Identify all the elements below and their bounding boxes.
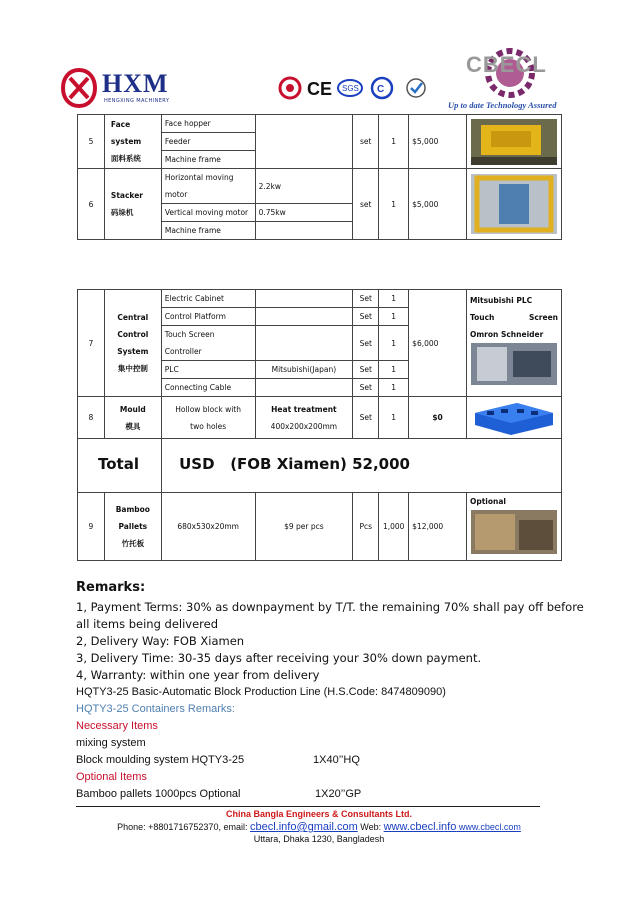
necessary-item: mixing system xyxy=(76,737,146,749)
svg-text:SGS: SGS xyxy=(342,84,359,93)
item-name-cell xyxy=(104,115,161,169)
item-name-chinese: 竹托板 xyxy=(121,539,145,548)
row-number: 5 xyxy=(78,115,105,169)
row-number: 7 xyxy=(78,290,105,397)
bamboo-pallets-photo-icon xyxy=(471,510,557,554)
footer-email-link[interactable]: cbecl.info@gmail.com xyxy=(249,821,358,833)
hs-code-line: HQTY3-25 Basic-Automatic Block Production Line (H.S.Code: 8474809090) xyxy=(76,686,446,698)
spec-cell xyxy=(255,115,353,169)
iso-cert-icon xyxy=(402,76,430,102)
part-cell: Control Platform xyxy=(161,308,255,326)
spec-cell: Mitsubishi(Japan) xyxy=(255,361,353,379)
svg-text:CE: CE xyxy=(307,79,333,99)
part-line: two holes xyxy=(190,421,227,431)
spec-cell xyxy=(255,290,353,308)
item-name: System xyxy=(117,347,149,356)
spec-line: 400x200x200mm xyxy=(270,421,338,431)
note-word: Touch xyxy=(469,313,495,322)
item-name-cell xyxy=(104,169,161,240)
row-number: 8 xyxy=(78,397,105,439)
spec-cell: 2.2kw xyxy=(255,169,353,204)
containers-title: HQTY3-25 Containers Remarks: xyxy=(76,703,235,715)
footer-address: Uttara, Dhaka 1230, Bangladesh xyxy=(253,834,385,844)
hxm-emblem-icon xyxy=(60,68,98,108)
item-name-chinese: 集中控制 xyxy=(117,364,148,373)
quality-cert-icon xyxy=(368,76,396,102)
cbecl-tagline: Up to date Technology Assured xyxy=(448,100,557,110)
control-cabinet-photo-icon xyxy=(471,343,557,385)
total-value-cell xyxy=(161,439,561,493)
item-name-cell xyxy=(104,290,161,397)
total-value: USD (FOB Xiamen) 52,000 xyxy=(179,455,410,473)
unit-cell: Pcs xyxy=(353,493,379,561)
necessary-item: Block moulding system HQTY3-25 xyxy=(76,754,245,766)
unit-cell: set xyxy=(353,115,379,169)
item-name: Pallets xyxy=(118,522,148,531)
face-system-photo-icon xyxy=(471,119,557,165)
certification-logos xyxy=(276,76,442,104)
cbecl-brand-name: CBECL xyxy=(466,52,547,77)
part-cell: Vertical moving motor xyxy=(161,204,255,222)
item-name: Bamboo xyxy=(115,505,150,514)
note-word: Screen xyxy=(528,313,558,322)
ccc-cert-icon xyxy=(276,76,304,102)
part-cell: 680x530x20mm xyxy=(161,493,255,561)
part-cell: PLC xyxy=(161,361,255,379)
quotation-table-1 xyxy=(77,114,562,240)
part-cell xyxy=(161,397,255,439)
necessary-item-qty: 1X40’’HQ xyxy=(313,754,360,766)
note-line: Mitsubishi PLC xyxy=(469,296,533,305)
footer-web-link[interactable]: www.cbecl.info xyxy=(383,821,457,833)
part-line: Hollow block with xyxy=(175,404,241,414)
qty-cell: 1 xyxy=(379,379,409,397)
spec-cell xyxy=(255,379,353,397)
item-name: Control xyxy=(117,330,149,339)
spec-cell xyxy=(255,326,353,361)
part-cell: Machine frame xyxy=(161,222,255,240)
qty-cell: 1 xyxy=(379,326,409,361)
table-row xyxy=(78,397,562,439)
note-photo-cell xyxy=(466,290,561,397)
footer-web-link-2[interactable]: www.cbecl.com xyxy=(456,822,521,832)
note-line: Omron Schneider xyxy=(469,330,544,339)
item-name-cell xyxy=(104,493,161,561)
footer-contact xyxy=(0,821,638,833)
mould-photo-icon xyxy=(471,399,557,437)
part-cell: Electric Cabinet xyxy=(161,290,255,308)
cbecl-logo xyxy=(448,46,568,114)
unit-cell: Set xyxy=(353,290,379,308)
unit-cell: Set xyxy=(353,308,379,326)
unit-cell: Set xyxy=(353,361,379,379)
item-name-chinese: 码垛机 xyxy=(110,208,134,217)
optional-item: Bamboo pallets 1000pcs Optional xyxy=(76,788,241,800)
qty-cell: 1 xyxy=(379,361,409,379)
qty-cell: 1 xyxy=(379,169,409,240)
hxm-logo xyxy=(60,68,182,112)
price-cell: $6,000 xyxy=(409,290,467,397)
stacker-photo-icon xyxy=(471,174,557,234)
part-cell: Touch Screen Controller xyxy=(161,326,255,361)
price-cell: $12,000 xyxy=(409,493,467,561)
remarks-line: 3, Delivery Time: 30-35 days after receiving your 30% down payment. xyxy=(76,651,482,665)
item-name-cell xyxy=(104,397,161,439)
part-cell: Feeder xyxy=(161,133,255,151)
remarks-line: all items being delivered xyxy=(76,617,219,631)
note-line xyxy=(470,309,558,326)
hxm-brand-name: HXM xyxy=(102,69,169,98)
spec-cell xyxy=(255,308,353,326)
optional-item-qty: 1X20’’GP xyxy=(315,788,362,800)
part-cell: Connecting Cable xyxy=(161,379,255,397)
remarks-title: Remarks: xyxy=(76,580,146,595)
row-number: 9 xyxy=(78,493,105,561)
table-row xyxy=(78,169,562,204)
unit-cell: set xyxy=(353,169,379,240)
footer-web-label: Web: xyxy=(357,822,384,832)
table-row xyxy=(78,493,562,561)
spec-cell: $9 per pcs xyxy=(255,493,353,561)
spec-cell xyxy=(255,397,353,439)
part-cell: Horizontal moving motor xyxy=(161,169,255,204)
total-row xyxy=(78,439,562,493)
total-label-cell xyxy=(78,439,162,493)
price-cell: $5,000 xyxy=(409,115,467,169)
photo-cell xyxy=(466,397,561,439)
photo-cell xyxy=(466,115,561,169)
ce-mark-icon xyxy=(306,76,334,102)
part-cell: Machine frame xyxy=(161,151,255,169)
qty-cell: 1,000 xyxy=(379,493,409,561)
footer-phone: Phone: +8801716752370, email: xyxy=(117,822,250,832)
spec-cell xyxy=(255,222,353,240)
note-line: Optional xyxy=(469,497,506,506)
item-name-chinese: 面料系统 xyxy=(110,154,141,163)
photo-cell xyxy=(466,169,561,240)
qty-cell: 1 xyxy=(379,397,409,439)
spec-cell: 0.75kw xyxy=(255,204,353,222)
price-cell: $5,000 xyxy=(409,169,467,240)
price-cell: $0 xyxy=(409,397,467,439)
svg-text:C: C xyxy=(377,84,385,95)
part-cell: Face hopper xyxy=(161,115,255,133)
qty-cell: 1 xyxy=(379,308,409,326)
note-photo-cell xyxy=(466,493,561,561)
row-number: 6 xyxy=(78,169,105,240)
item-name: Face xyxy=(110,120,131,129)
total-label: Total xyxy=(98,455,139,473)
item-name: Central xyxy=(117,313,149,322)
unit-cell: Set xyxy=(353,326,379,361)
table-row xyxy=(78,115,562,133)
necessary-items-title: Necessary Items xyxy=(76,720,158,732)
sgs-cert-icon xyxy=(336,76,364,102)
table-row xyxy=(78,290,562,308)
hxm-brand-subtitle: HENGXING MACHINERY xyxy=(104,98,170,104)
unit-cell: Set xyxy=(353,397,379,439)
qty-cell: 1 xyxy=(379,290,409,308)
item-name-chinese: 模具 xyxy=(125,421,141,431)
qty-cell: 1 xyxy=(379,115,409,169)
footer-company: China Bangla Engineers & Consultants Ltd. xyxy=(225,809,413,819)
item-name: system xyxy=(110,137,142,146)
optional-items-title: Optional Items xyxy=(76,771,147,783)
footer-divider xyxy=(76,806,540,807)
unit-cell: Set xyxy=(353,379,379,397)
item-name: Stacker xyxy=(110,191,143,200)
item-name: Mould xyxy=(119,404,146,414)
remarks-line: 2, Delivery Way: FOB Xiamen xyxy=(76,634,245,648)
remarks-line: 1, Payment Terms: 30% as downpayment by T/T. the remaining 70% shall pay off before xyxy=(76,600,584,614)
remarks-line: 4, Warranty: within one year from delivery xyxy=(76,668,320,682)
spec-line: Heat treatment xyxy=(271,404,337,414)
quotation-table-2 xyxy=(77,289,562,561)
